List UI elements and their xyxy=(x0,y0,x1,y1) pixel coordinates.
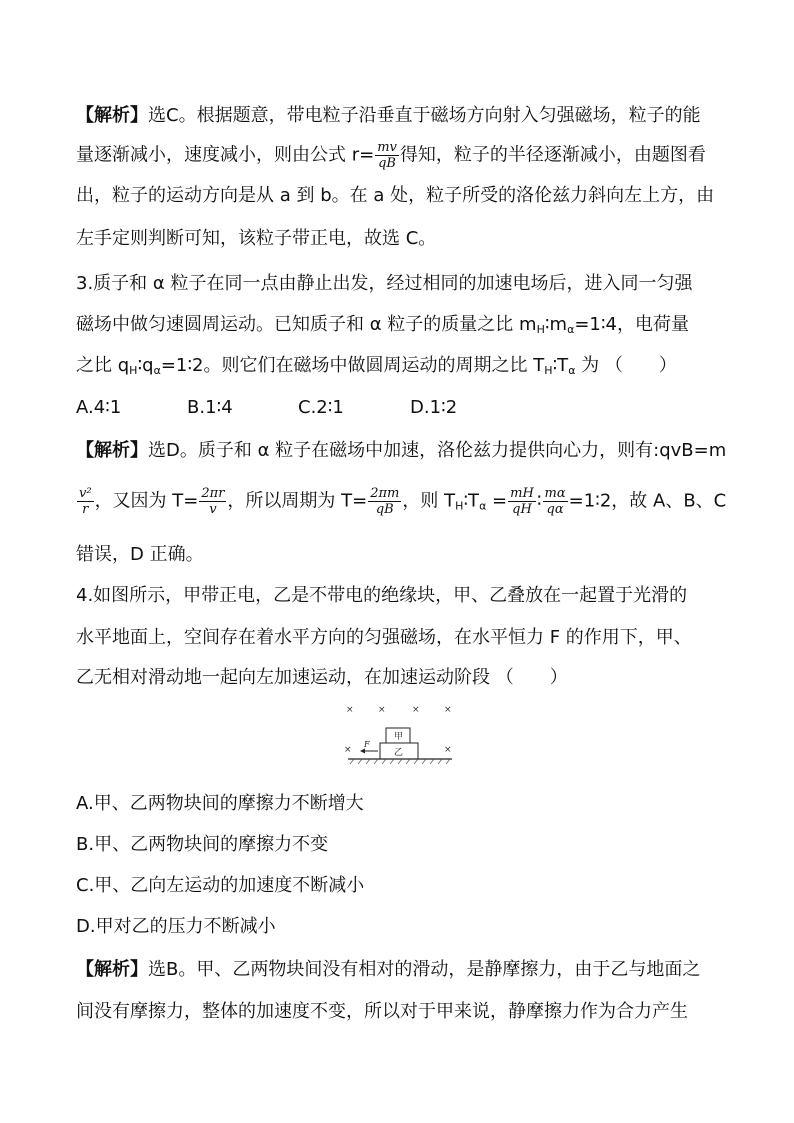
q2-analysis-line-3: 出，粒子的运动方向是从 a 到 b。在 a 处，粒子所受的洛伦兹力斜向左上方，由 xyxy=(76,185,715,206)
text: ∶m xyxy=(544,314,568,335)
q3-analysis-line-3: 错误，D 正确。 xyxy=(76,544,204,565)
subscript: α xyxy=(479,499,487,513)
fraction xyxy=(368,486,401,517)
text: 磁场中做匀速圆周运动。已知质子和 α 粒子的质量之比 m xyxy=(76,314,537,335)
block-jia-label: 甲 xyxy=(394,732,404,742)
text: =1∶4，电荷量 xyxy=(574,314,689,335)
q4-analysis-line-1 xyxy=(76,958,700,982)
fraction xyxy=(77,486,94,517)
text: ∶T xyxy=(552,355,569,376)
q4-line-3: 乙无相对滑动地一起向左加速运动，在加速运动阶段 （ ） xyxy=(76,667,568,688)
q3-option-d[interactable]: D.1∶2 xyxy=(410,397,458,418)
subscript: H xyxy=(129,364,138,377)
q4-line-1: 4.如图所示，甲带正电，乙是不带电的绝缘块，甲、乙叠放在一起置于光滑的 xyxy=(76,585,688,606)
q3-option-a[interactable]: A.4∶1 xyxy=(76,397,122,418)
fraction xyxy=(199,486,226,517)
numerator: 2πr xyxy=(201,486,225,501)
numerator: mα xyxy=(544,486,566,501)
text: ，又因为 T= xyxy=(94,490,199,512)
numerator: 2πm xyxy=(370,486,400,501)
subscript: α xyxy=(568,364,576,377)
text: 选B。甲、乙两物块间没有相对的滑动，是静摩擦力，由于乙与地面之 xyxy=(148,959,701,980)
field-mark: × xyxy=(412,705,420,715)
text: 选D。质子和 α 粒子在磁场中加速，洛伦兹力提供向心力，则有:qvB=m xyxy=(148,440,727,461)
text: =1∶2。则它们在磁场中做圆周运动的周期之比 T xyxy=(160,355,545,376)
q3-analysis-line-2 xyxy=(76,486,726,519)
field-mark: × xyxy=(346,705,354,715)
q3-option-c[interactable]: C.2∶1 xyxy=(298,397,344,418)
text: 之比 q xyxy=(76,355,130,376)
q2-analysis-line-1 xyxy=(76,104,701,128)
text: 量逐渐减小，速度减小，则由公式 r= xyxy=(76,144,375,166)
text: 选C。根据题意，带电粒子沿垂直于磁场方向射入匀强磁场，粒子的能 xyxy=(148,105,701,126)
text: = xyxy=(486,490,508,512)
q4-line-2: 水平地面上，空间存在着水平方向的匀强磁场，在水平恒力 F 的作用下，甲、 xyxy=(76,627,692,648)
q3-analysis-line-1 xyxy=(76,439,726,463)
text: ∶T xyxy=(463,490,480,512)
field-mark: × xyxy=(444,745,452,755)
subscript: H xyxy=(544,364,553,377)
subscript: H xyxy=(455,499,464,513)
text: ，则 T xyxy=(402,490,456,512)
q3-line-1: 3.质子和 α 粒子在同一点由静止出发，经过相同的加速电场后，进入同一匀强 xyxy=(76,273,693,294)
denominator: v xyxy=(209,502,217,517)
fraction xyxy=(543,486,568,517)
analysis-tag: 【解析】 xyxy=(76,959,148,980)
text: ∶q xyxy=(137,355,154,376)
text: ，所以周期为 T= xyxy=(227,490,368,512)
block-yi-label: 乙 xyxy=(394,748,404,758)
denominator: qH xyxy=(512,502,532,517)
fraction xyxy=(508,486,536,517)
denominator: qB xyxy=(375,502,394,517)
text: 为 （ ） xyxy=(575,355,677,376)
q3-line-3 xyxy=(76,354,677,383)
subscript: α xyxy=(153,364,161,377)
numerator: mH xyxy=(510,486,534,501)
q4-analysis-line-2: 间没有摩擦力，整体的加速度不变，所以对于甲来说，静摩擦力作为合力产生 xyxy=(76,1001,688,1022)
denominator: qB xyxy=(378,156,396,171)
numerator: v² xyxy=(79,486,92,501)
arrow-head-icon xyxy=(360,749,365,754)
q2-analysis-line-4: 左手定则判断可知，该粒子带正电，故选 C。 xyxy=(76,228,437,249)
subscript: H xyxy=(536,323,545,336)
text: 得知，粒子的半径逐渐减小，由题图看 xyxy=(399,144,706,166)
text: =1∶2，故 A、B、C xyxy=(568,490,727,512)
fraction xyxy=(375,140,399,171)
analysis-tag: 【解析】 xyxy=(76,440,148,461)
analysis-tag: 【解析】 xyxy=(76,105,148,126)
force-label: F xyxy=(364,740,370,749)
ground-hatching xyxy=(350,759,450,764)
q3-line-2 xyxy=(76,313,689,342)
text: ∶ xyxy=(536,490,542,512)
q2-analysis-line-2 xyxy=(76,140,706,171)
subscript: α xyxy=(567,323,575,336)
q4-option-d[interactable]: D.甲对乙的压力不断减小 xyxy=(76,916,276,937)
q4-option-a[interactable]: A.甲、乙两物块间的摩擦力不断增大 xyxy=(76,793,364,814)
field-mark: × xyxy=(444,705,452,715)
magnetic-field-figure xyxy=(338,698,458,770)
q4-option-c[interactable]: C.甲、乙向左运动的加速度不断减小 xyxy=(76,875,365,896)
field-mark: × xyxy=(344,745,352,755)
denominator: qα xyxy=(546,502,564,517)
field-mark: × xyxy=(378,705,386,715)
denominator: r xyxy=(82,502,89,517)
q3-option-b[interactable]: B.1∶4 xyxy=(187,397,233,418)
q4-option-b[interactable]: B.甲、乙两物块间的摩擦力不变 xyxy=(76,834,329,855)
numerator: mv xyxy=(377,140,397,155)
